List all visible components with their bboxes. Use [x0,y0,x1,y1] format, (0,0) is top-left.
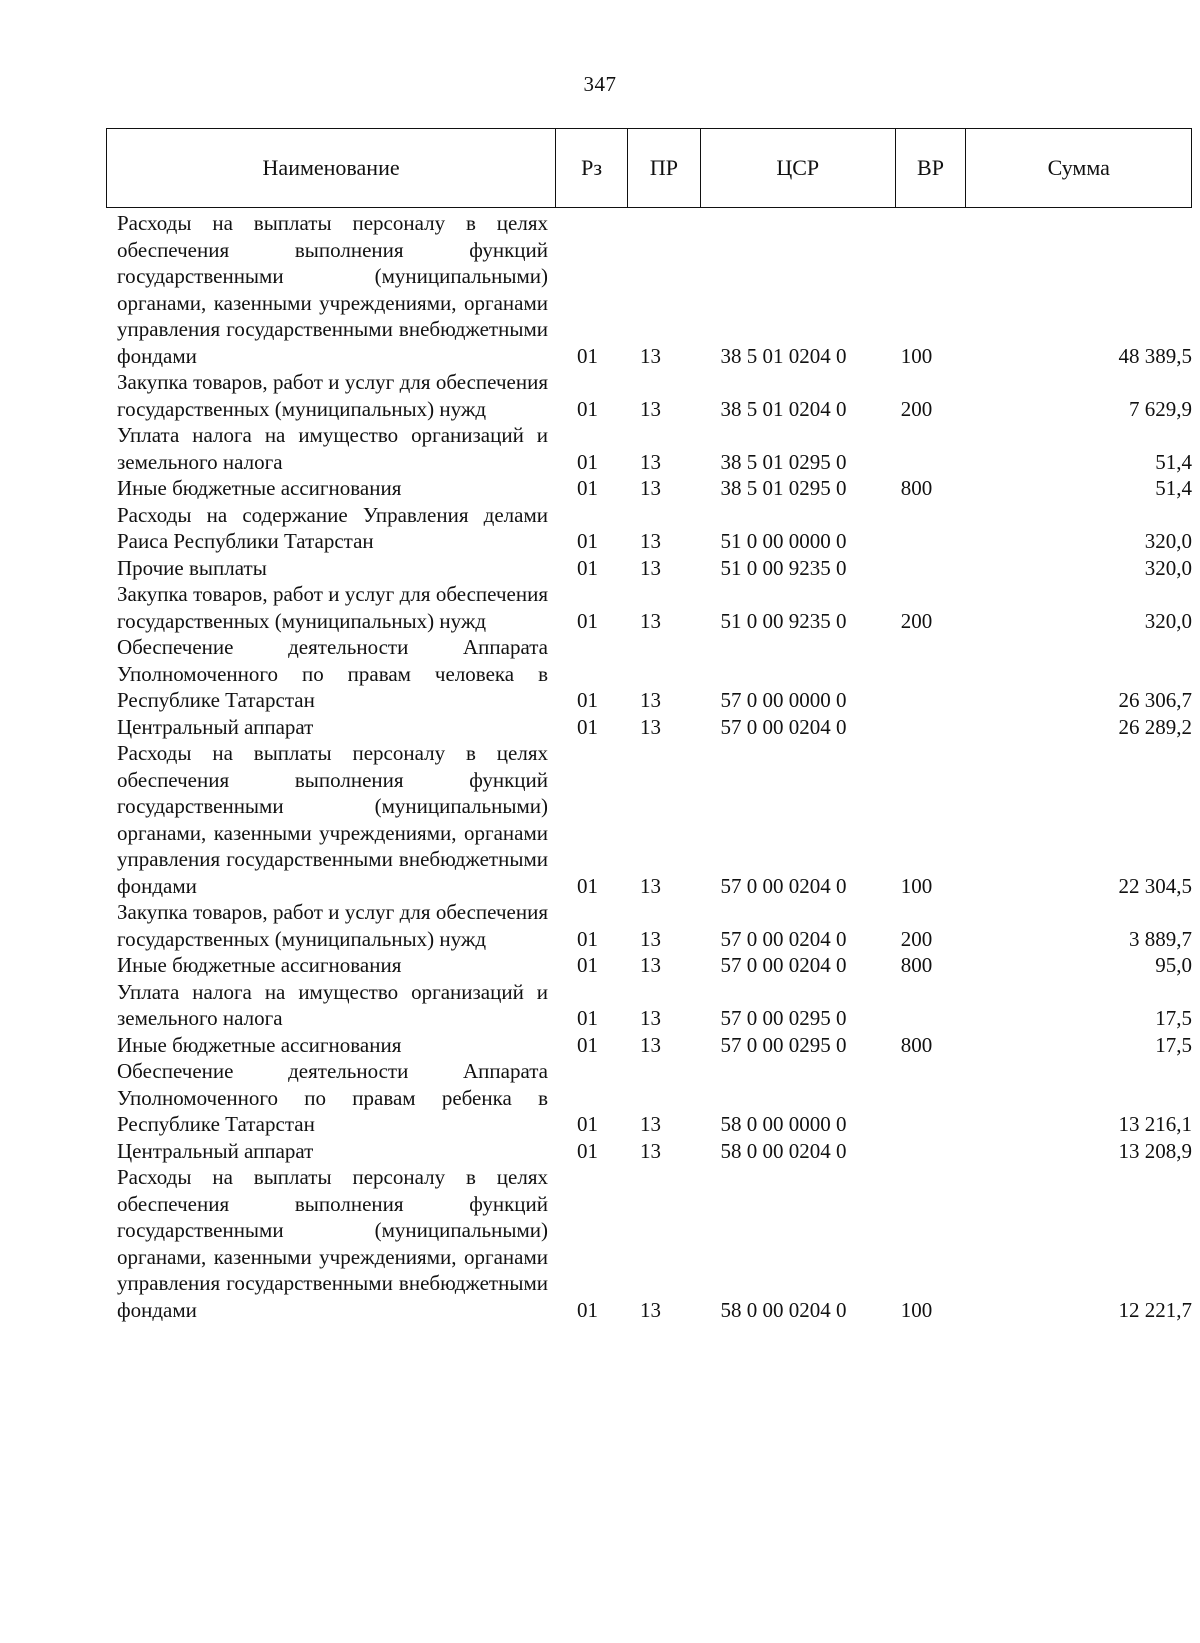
row-csr: 51 0 00 0000 0 [720,529,847,553]
table-row [117,210,1192,369]
row-vr: 200 [900,608,933,633]
row-rz: 01 [577,1297,598,1322]
row-csr: 57 0 00 0204 0 [720,714,847,739]
row-name: Иные бюджетные ассигнования [117,1032,402,1057]
table-body [117,210,1192,1323]
row-name: Обеспечение деятельности Аппарата Уполномоченного по правам ребенка в Республике Татарстан [117,1059,548,1136]
table-row [117,634,1192,714]
row-name: Иные бюджетные ассигнования [117,476,402,500]
row-csr: 57 0 00 0204 0 [720,953,847,977]
row-rz: 01 [577,926,598,951]
header-pr: ПР [628,129,701,207]
row-csr: 38 5 01 0295 0 [720,449,847,474]
table-row [117,369,1192,422]
table-row [117,475,1192,502]
row-pr: 13 [640,1112,661,1136]
row-rz: 01 [577,714,598,739]
row-sum: 320,0 [1144,529,1192,553]
row-sum: 13 208,9 [1118,1138,1192,1163]
table-row [117,502,1192,555]
row-sum: 26 289,2 [1118,714,1192,739]
row-rz: 01 [577,555,598,580]
row-sum: 7 629,9 [1129,396,1192,421]
row-name: Закупка товаров, работ и услуг для обеспечения государственных (муниципальных) нужд [117,900,548,951]
row-rz: 01 [577,953,598,977]
row-csr: 57 0 00 0295 0 [720,1006,847,1030]
row-rz: 01 [577,873,598,898]
row-rz: 01 [577,343,598,368]
row-csr: 57 0 00 0295 0 [720,1032,847,1057]
row-sum: 13 216,1 [1118,1112,1192,1136]
table-row [117,740,1192,899]
row-csr: 58 0 00 0204 0 [720,1138,847,1163]
row-csr: 58 0 00 0204 0 [720,1297,847,1322]
row-csr: 51 0 00 9235 0 [720,608,847,633]
row-vr: 800 [900,953,933,977]
row-sum: 95,0 [1155,953,1192,977]
row-sum: 17,5 [1155,1006,1192,1030]
row-vr: 200 [900,926,933,951]
row-pr: 13 [640,1032,661,1057]
row-name: Центральный аппарат [117,1138,314,1163]
row-rz: 01 [577,1032,598,1057]
row-pr: 13 [640,714,661,739]
table-row [117,979,1192,1032]
row-pr: 13 [640,953,661,977]
row-rz: 01 [577,1112,598,1136]
row-vr: 200 [900,396,933,421]
table-row [117,1058,1192,1138]
row-sum: 51,4 [1155,476,1192,500]
header-vr: ВР [896,129,967,207]
table-row [117,1164,1192,1323]
table-header [106,128,1192,208]
row-sum: 22 304,5 [1118,873,1192,898]
row-sum: 51,4 [1155,449,1192,474]
table-row [117,1138,1192,1165]
table-row [117,714,1192,741]
row-name: Центральный аппарат [117,714,314,739]
table-row [117,581,1192,634]
row-sum: 17,5 [1155,1032,1192,1057]
row-vr: 800 [900,476,933,500]
row-pr: 13 [640,1138,661,1163]
row-rz: 01 [577,476,598,500]
row-pr: 13 [640,608,661,633]
row-csr: 57 0 00 0204 0 [720,873,847,898]
row-name: Расходы на выплаты персоналу в целях обеспечения выполнения функций государственными (муниципальными) органами, казенными учреждениями, органами управления государственными внебюджетными фондами [117,741,548,898]
row-pr: 13 [640,343,661,368]
row-pr: 13 [640,555,661,580]
header-sum: Сумма [1047,155,1110,180]
header-name: Наименование [107,129,556,207]
row-name: Прочие выплаты [117,555,267,580]
row-pr: 13 [640,529,661,553]
row-name: Расходы на содержание Управления делами Раиса Республики Татарстан [117,502,548,553]
row-pr: 13 [640,688,661,712]
row-name: Закупка товаров, работ и услуг для обеспечения государственных (муниципальных) нужд [117,582,548,633]
header-csr: ЦСР [701,129,896,207]
row-name: Обеспечение деятельности Аппарата Уполномоченного по правам человека в Республике Татарстан [117,635,548,712]
page-number: 347 [583,72,617,96]
table-row [117,1032,1192,1059]
row-vr: 100 [900,1297,933,1322]
row-csr: 38 5 01 0204 0 [720,396,847,421]
row-csr: 58 0 00 0000 0 [720,1112,847,1136]
row-pr: 13 [640,873,661,898]
row-csr: 51 0 00 9235 0 [720,555,847,580]
table-row [117,899,1192,952]
row-vr: 100 [900,873,933,898]
row-csr: 38 5 01 0295 0 [720,476,847,500]
row-vr: 100 [900,343,933,368]
row-rz: 01 [577,396,598,421]
row-pr: 13 [640,449,661,474]
row-pr: 13 [640,1297,661,1322]
row-name: Уплата налога на имущество организаций и земельного налога [117,423,548,474]
header-rz: Рз [556,129,628,207]
row-sum: 320,0 [1144,608,1192,633]
row-rz: 01 [577,1006,598,1030]
table-row [117,952,1192,979]
row-name: Иные бюджетные ассигнования [117,953,402,977]
row-name: Уплата налога на имущество организаций и земельного налога [117,979,548,1030]
row-sum: 12 221,7 [1118,1297,1192,1322]
row-name: Расходы на выплаты персоналу в целях обеспечения выполнения функций государственными (муниципальными) органами, казенными учреждениями, органами управления государственными внебюджетными фондами [117,211,548,368]
row-sum: 320,0 [1144,555,1192,580]
row-vr: 800 [900,1032,933,1057]
row-name: Закупка товаров, работ и услуг для обеспечения государственных (муниципальных) нужд [117,370,548,421]
row-sum: 48 389,5 [1118,343,1192,368]
row-csr: 38 5 01 0204 0 [720,343,847,368]
table-row [117,422,1192,475]
row-name: Расходы на выплаты персоналу в целях обеспечения выполнения функций государственными (муниципальными) органами, казенными учреждениями, органами управления государственными внебюджетными фондами [117,1165,548,1322]
row-rz: 01 [577,529,598,553]
row-csr: 57 0 00 0204 0 [720,926,847,951]
row-rz: 01 [577,449,598,474]
row-pr: 13 [640,1006,661,1030]
row-sum: 3 889,7 [1129,926,1192,951]
row-pr: 13 [640,396,661,421]
row-sum: 26 306,7 [1118,688,1192,712]
table-row [117,555,1192,582]
row-rz: 01 [577,1138,598,1163]
row-pr: 13 [640,926,661,951]
row-rz: 01 [577,608,598,633]
row-csr: 57 0 00 0000 0 [720,688,847,712]
row-rz: 01 [577,688,598,712]
row-pr: 13 [640,476,661,500]
